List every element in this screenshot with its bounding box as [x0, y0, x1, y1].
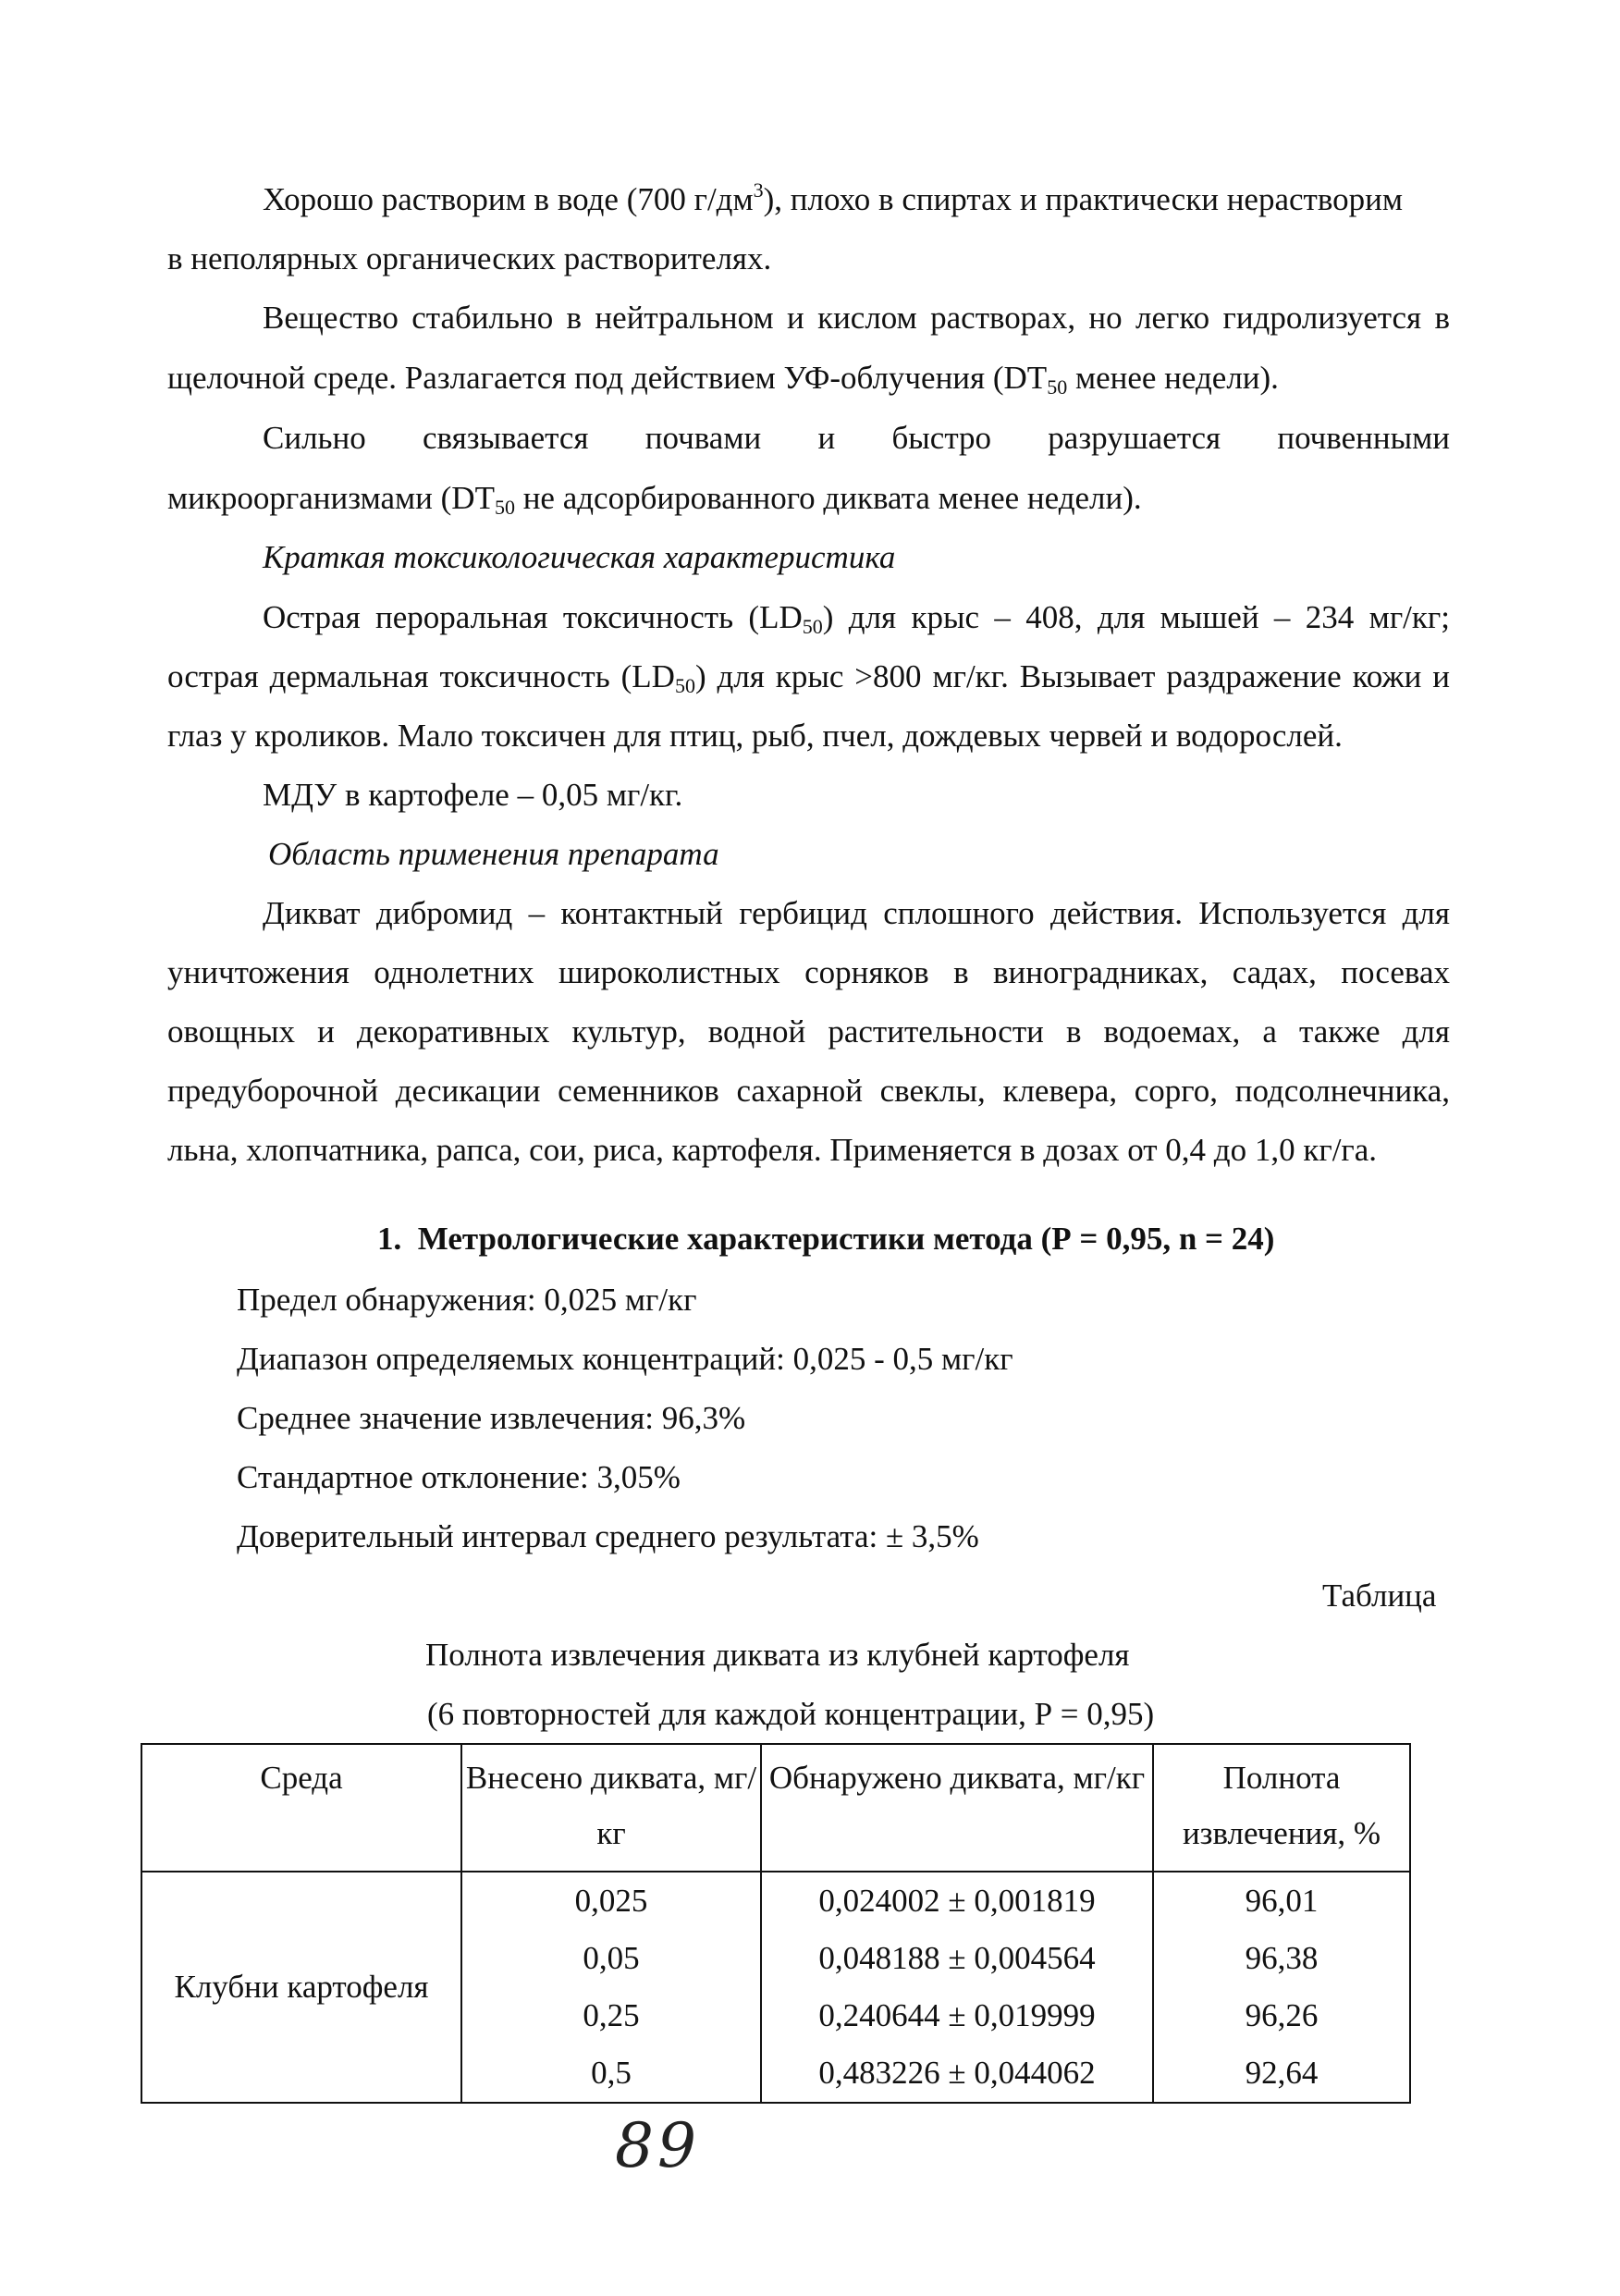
metric-confidence: Доверительный интервал среднего результата: ± 3,5% [237, 1518, 979, 1554]
para5-line2: уничтожения однолетних широколистных сорняков в виноградниках, садах, посевах [167, 954, 1450, 990]
recovery-table [141, 1743, 1411, 2104]
para2-line2-text-a: щелочной среде. Разлагается под действием УФ-облучения (DT [167, 360, 1048, 396]
mdu-line: МДУ в картофеле – 0,05 мг/кг. [263, 777, 683, 813]
area-heading: Область применения препарата [268, 836, 719, 872]
para4-line3: глаз у кроликов. Мало токсичен для птиц, рыб, пчел, дождевых червей и водорослей. [167, 718, 1343, 754]
para3-line2-text-a: микроорганизмами (DT [167, 480, 495, 516]
section1-number: 1. [377, 1221, 402, 1257]
tox-heading: Краткая токсикологическая характеристика [263, 539, 896, 575]
table-row [141, 1872, 1410, 1930]
found-cell: 0,048188 ± 0,004564 [761, 1930, 1153, 1987]
header-found: Обнаружено диквата, мг/кг [761, 1744, 1153, 1872]
found-cell: 0,240644 ± 0,019999 [761, 1987, 1153, 2044]
table-title-line2: (6 повторностей для каждой концентрации, Р = 0,95) [427, 1696, 1155, 1732]
para2-line2-text-b: менее недели). [1067, 360, 1279, 396]
para4-line1-sub: 50 [802, 615, 823, 638]
para4-line2-sub: 50 [674, 674, 695, 697]
recovery-cell: 96,26 [1153, 1987, 1410, 2044]
added-cell: 0,05 [461, 1930, 761, 1987]
found-cell: 0,024002 ± 0,001819 [761, 1872, 1153, 1930]
added-cell: 0,25 [461, 1987, 761, 2044]
metric-detection-limit: Предел обнаружения: 0,025 мг/кг [237, 1282, 697, 1318]
para5-line4: предуборочной десикации семенников сахарной свеклы, клевера, сорго, подсолнечника, [167, 1073, 1450, 1109]
section1-title: Метрологические характеристики метода (Р = 0,95, n = 24) [417, 1221, 1275, 1257]
recovery-cell: 92,64 [1153, 2044, 1410, 2103]
para3-line1: Сильно связывается почвами и быстро разрушается почвенными [263, 420, 1450, 456]
added-cell: 0,5 [461, 2044, 761, 2103]
header-medium: Среда [141, 1744, 461, 1872]
para4-line2 [167, 657, 1450, 697]
found-cell: 0,483226 ± 0,044062 [761, 2044, 1153, 2103]
para3-line2-text-b: не адсорбированного диквата менее недели). [514, 480, 1142, 516]
table-header-row [141, 1744, 1410, 1872]
para2-line2 [167, 358, 1279, 399]
metric-mean-recovery: Среднее значение извлечения: 96,3% [237, 1400, 746, 1436]
table-title-line1: Полнота извлечения диквата из клубней картофеля [425, 1637, 1130, 1673]
para5-line1: Дикват дибромид – контактный гербицид сплошного действия. Используется для [263, 895, 1450, 931]
para4-line1-text-b: ) для крыс – 408, для мышей – 234 мг/кг; [822, 599, 1450, 635]
metric-range: Диапазон определяемых концентраций: 0,025 - 0,5 мг/кг [237, 1341, 1013, 1377]
medium-cell: Клубни картофеля [141, 1872, 461, 2103]
para2-line1: Вещество стабильно в нейтральном и кислом растворах, но легко гидролизуется в [263, 300, 1450, 336]
para1-line1-text-b: ), плохо в спиртах и практически нерастворим [763, 181, 1403, 217]
header-recovery: Полнота извлечения, % [1153, 1744, 1410, 1872]
para1-line2: в неполярных органических растворителях. [167, 240, 772, 276]
para1-line1-sup: 3 [753, 178, 764, 202]
table-label: Таблица [1322, 1578, 1437, 1614]
section1-heading [377, 1219, 1274, 1259]
header-added: Внесено диквата, мг/кг [461, 1744, 761, 1872]
metric-std-dev: Стандартное отклонение: 3,05% [237, 1459, 681, 1495]
para3-line2 [167, 478, 1142, 519]
para3-line2-sub: 50 [494, 496, 515, 519]
page-number: 89 [615, 2110, 700, 2181]
recovery-cell: 96,38 [1153, 1930, 1410, 1987]
added-cell: 0,025 [461, 1872, 761, 1930]
para4-line1 [263, 597, 1450, 638]
para5-line5: льна, хлопчатника, рапса, сои, риса, картофеля. Применяется в дозах от 0,4 до 1,0 кг/га. [167, 1132, 1378, 1168]
para1-line1-text-a: Хорошо растворим в воде (700 г/дм [263, 181, 754, 217]
para4-line1-text-a: Острая пероральная токсичность (LD [263, 599, 803, 635]
para5-line3: овощных и декоративных культур, водной растительности в водоемах, а также для [167, 1013, 1450, 1050]
para4-line2-text-a: острая дермальная токсичность (LD [167, 658, 675, 694]
para4-line2-text-b: ) для крыс >800 мг/кг. Вызывает раздражение кожи и [694, 658, 1450, 694]
para1-line1 [263, 179, 1403, 220]
para2-line2-sub: 50 [1047, 375, 1068, 399]
recovery-cell: 96,01 [1153, 1872, 1410, 1930]
